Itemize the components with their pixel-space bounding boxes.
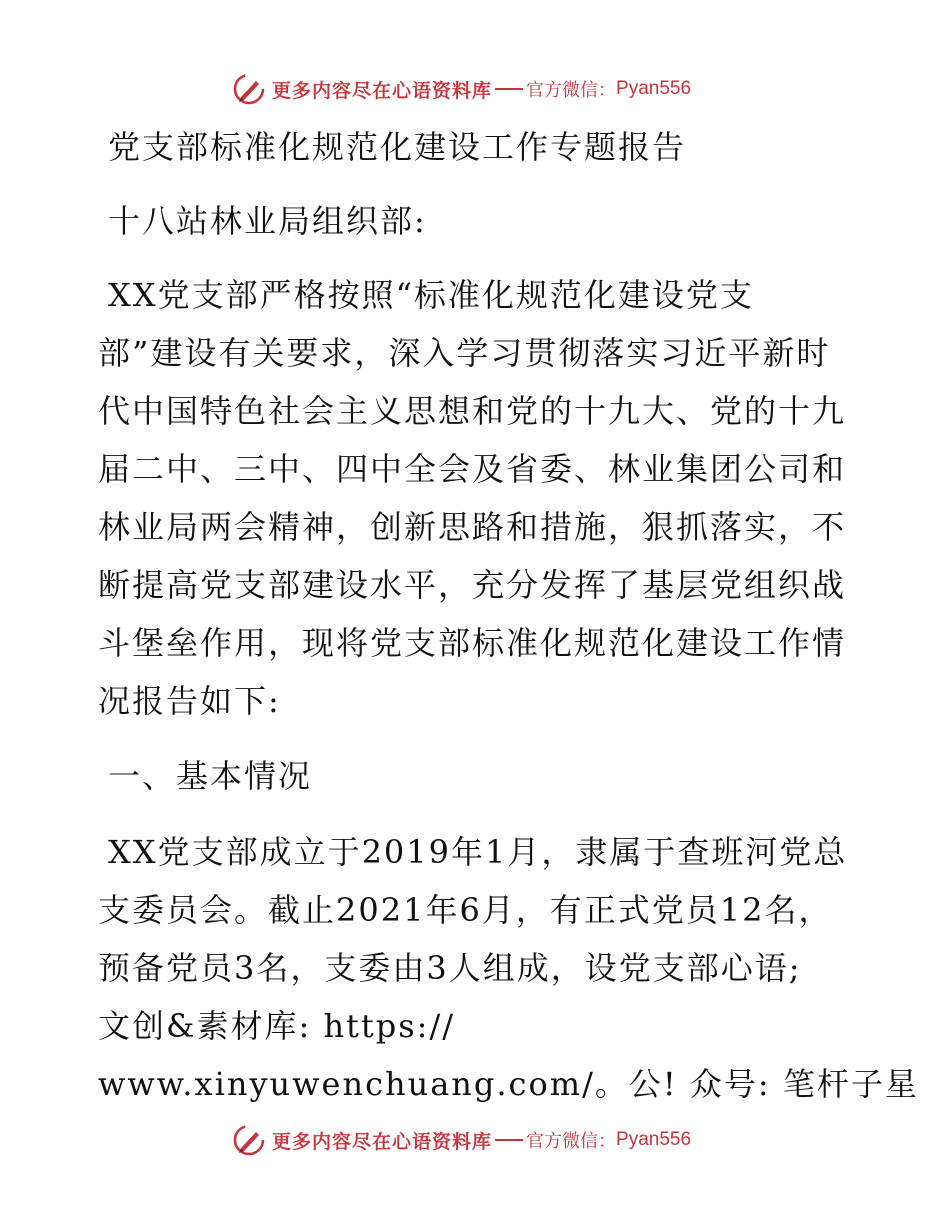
watermark-wechat-id: Pyan556 — [616, 78, 692, 99]
section-heading: 一、基本情况 — [108, 757, 313, 795]
watermark-dash — [495, 88, 523, 90]
document-title: 党支部标准化规范化建设工作专题报告 — [108, 128, 687, 166]
section-line: 文创&素材库: https:// — [98, 1007, 456, 1045]
section-line: XX党支部成立于2019年1月，隶属于查班河党总 — [108, 833, 848, 871]
recipient-line: 十八站林业局组织部: — [108, 202, 427, 240]
intro-line: 林业局两会精神，创新思路和措施，狠抓落实，不 — [98, 508, 847, 546]
footer-watermark-banner — [232, 1123, 691, 1157]
intro-line: 斗堡垒作用，现将党支部标准化规范化建设工作情 — [98, 624, 847, 662]
intro-line: XX党支部严格按照“标准化规范化建设党支 — [108, 276, 754, 314]
intro-line: 断提高党支部建设水平，充分发挥了基层党组织战 — [98, 566, 847, 604]
header-watermark-banner — [232, 72, 691, 106]
watermark-wechat-label: 官方微信： — [526, 80, 617, 101]
intro-line: 部”建设有关要求，深入学习贯彻落实习近平新时 — [98, 334, 831, 372]
watermark-wechat-id: Pyan556 — [616, 1129, 692, 1150]
pen-logo-icon — [232, 1123, 266, 1157]
section-line: 预备党员3名，支委由3人组成，设党支部心语; — [98, 949, 802, 987]
watermark-text: 更多内容尽在心语资料库 — [272, 1130, 493, 1153]
intro-line: 届二中、三中、四中全会及省委、林业集团公司和 — [98, 450, 847, 488]
intro-line: 代中国特色社会主义思想和党的十九大、党的十九 — [98, 392, 847, 430]
intro-line: 况报告如下: — [98, 682, 281, 720]
pen-logo-icon — [232, 72, 266, 106]
watermark-text: 更多内容尽在心语资料库 — [272, 79, 493, 102]
section-line: www.xinyuwenchuang.com/。公! 众号: 笔杆子星 — [98, 1065, 919, 1103]
section-line: 支委员会。截止2021年6月，有正式党员12名， — [98, 891, 833, 929]
watermark-dash — [495, 1139, 523, 1141]
watermark-wechat-label: 官方微信： — [526, 1131, 617, 1152]
